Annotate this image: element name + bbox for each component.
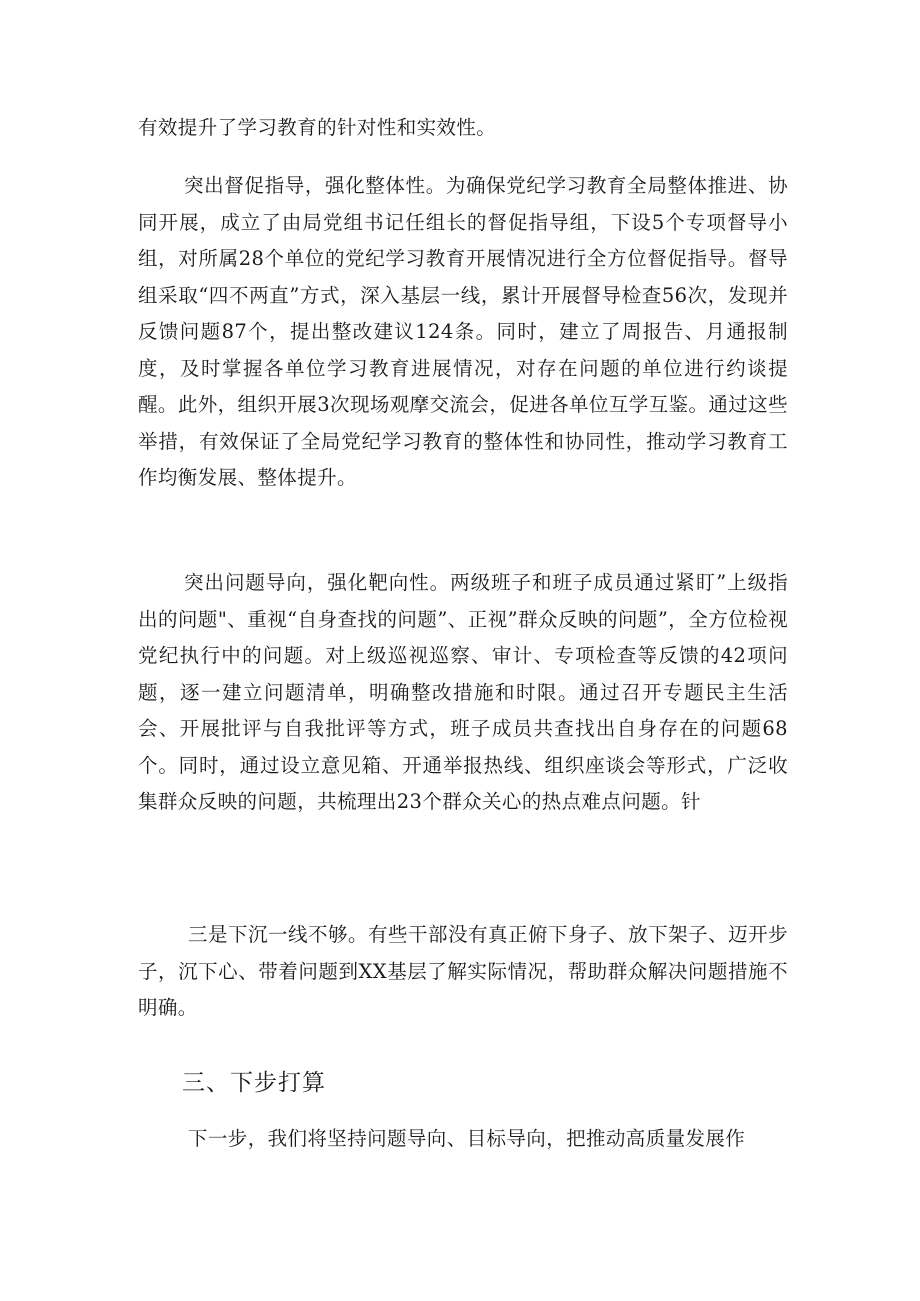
paragraph-intro-end: 有效提升了学习教育的针对性和实效性。 xyxy=(138,116,497,139)
paragraph-supervision: 突出督促指导，强化整体性。为确保党纪学习教育全局整体推进、协同开展，成立了由局党组书记任组长的督促指导组，下设5个专项督导小组，对所属28个单位的党纪学习教育开展情况进行全方位督促指导。督导组采取“四不两直”方式，深入基层一线，累计开展督导检查56次，发现并反馈问题87个，提出整改建议124条。同时，建立了周报告、月通报制度，及时掌握各单位学习教育进展情况，对存在问题的单位进行约谈提醒。此外，组织开展3次现场观摩交流会，促进各单位互学互鉴。通过这些举措，有效保证了全局党纪学习教育的整体性和协同性，推动学习教育工作均衡发展、整体提升。 xyxy=(138,174,788,489)
paragraph-next-steps: 下一步，我们将坚持问题导向、目标导向，把推动高质量发展作 xyxy=(188,1127,746,1150)
paragraph-grassroots: 三是下沉一线不够。有些干部没有真正俯下身子、放下架子、迈开步子，沉下心、带着问题到XX基层了解实际情况，帮助群众解决问题措施不明确。 xyxy=(138,923,788,1019)
section-heading-next-steps: 三、下步打算 xyxy=(182,1070,326,1096)
paragraph-problem-oriented: 突出问题导向，强化靶向性。两级班子和班子成员通过紧盯”上级指出的问题"、重视“自身查找的问题”、正视”群众反映的问题”，全方位检视党纪执行中的问题。对上级巡视巡察、审计、专项检查等反馈的42项问题，逐一建立问题清单，明确整改措施和时限。通过召开专题民主生活会、开展批评与自我批评等方式，班子成员共查找出自身存在的问题68个。同时，通过设立意见箱、开通举报热线、组织座谈会等形式，广泛收集群众反映的问题，共梳理出23个群众关心的热点难点问题。针 xyxy=(138,571,788,813)
